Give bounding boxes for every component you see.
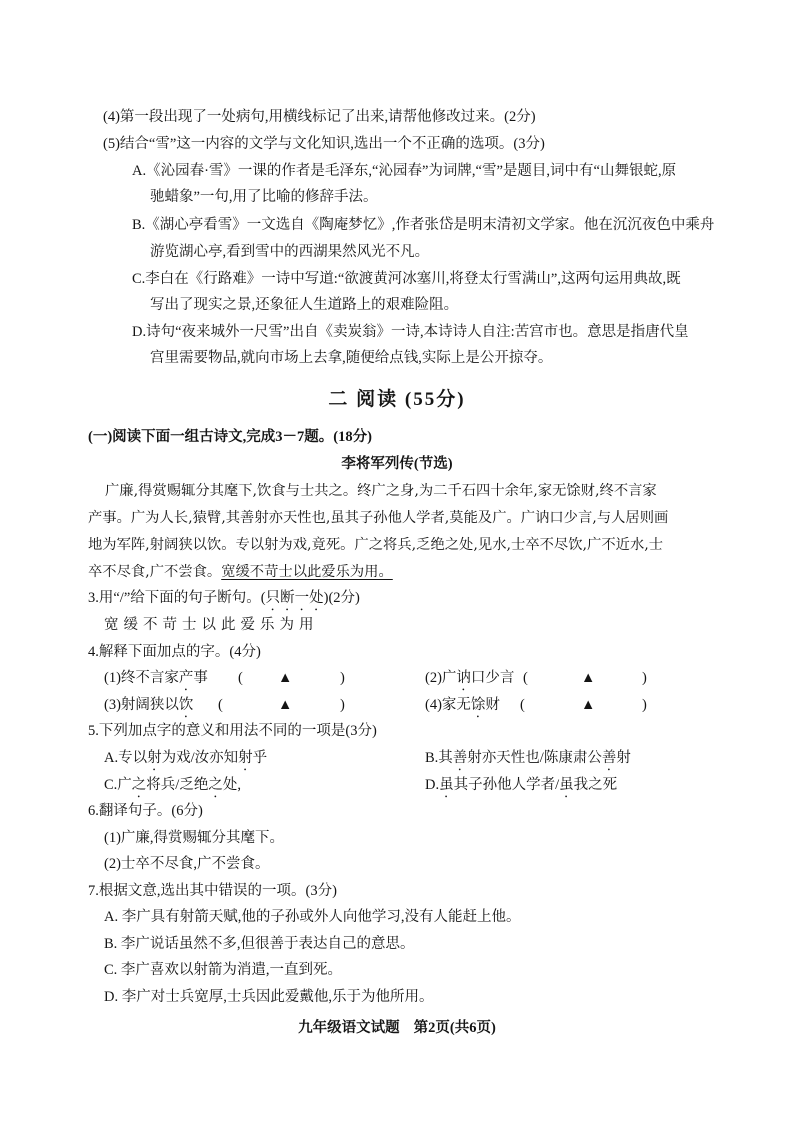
subquestion-5-option-b-line-2: 游览湖心亭,看到雪中的西湖果然风光不凡。 (150, 244, 430, 260)
option-b-dotted-1: 善 (452, 750, 468, 766)
option-a-dotted-2: 射 (238, 750, 253, 766)
option-a-part: 乎 (252, 750, 268, 766)
option-b-part: 射亦天性也/陈康肃公 (467, 750, 602, 766)
footer-page-number: 第2页(共6页) (413, 1020, 496, 1036)
question-4-item-1-blank-close: ) (340, 670, 345, 686)
subquestion-5-stem: (5)结合“雪”这一内容的文学与文化知识,选出一个不正确的选项。(3分) (103, 136, 545, 152)
question-4-item-4-text: (4)家无 (425, 697, 471, 713)
question-4-item-4-triangle-icon: ▲ (581, 697, 596, 713)
question-7-stem: 7.根据文意,选出其中错误的一项。(3分) (88, 883, 337, 899)
question-3-score: )(2分) (323, 590, 360, 606)
passage-line-4 (88, 562, 393, 582)
question-7-option-a: A. 李广具有射箭天赋,他的子孙或外人向他学习,没有人能赶上他。 (104, 909, 521, 925)
question-4-item-4-text-end: 财 (485, 697, 500, 713)
subquestion-5-option-b-line-1: B.《湖心亭看雪》一文选自《陶庵梦忆》,作者张岱是明末清初文学家。他在沉沉夜色中乘舟 (132, 217, 715, 233)
option-b-dotted-2: 善 (601, 750, 617, 766)
question-4-item-2-text-end: 口少言 (470, 670, 515, 686)
page-footer (0, 1018, 794, 1038)
question-4-item-2-triangle-icon: ▲ (581, 670, 596, 686)
question-3-emphasis: 只断一处 (265, 590, 324, 606)
question-6-item-1: (1)广廉,得赏赐辄分其麾下。 (104, 830, 285, 846)
option-c-dotted-1: 之 (131, 777, 147, 793)
question-4-item-1-triangle-icon: ▲ (278, 670, 293, 686)
option-c-part: 处, (222, 777, 241, 793)
passage-line-1: 广廉,得赏赐辄分其麾下,饮食与士共之。终广之身,为二千石四十余年,家无馀财,终不言家 (105, 483, 657, 499)
text-title: 李将军列传(节选) (341, 456, 453, 472)
question-3-stem (88, 588, 360, 614)
question-4-item-3 (104, 695, 193, 721)
question-3-sentence: 宽缓不苛士以此爱乐为用 (104, 617, 319, 633)
passage-line-2: 产事。广为人长,猿臂,其善射亦天性也,虽其子孙他人学者,莫能及广。广讷口少言,与人居则画 (88, 510, 669, 526)
passage-line-4-text: 卒不尽食,广不尝食。 (88, 564, 222, 580)
question-5-stem: 5.下列加点字的意义和用法不同的一项是(3分) (88, 723, 377, 739)
section-title: 二 阅读 (55分) (328, 389, 466, 410)
question-4-item-3-dotted: 饮 (178, 697, 194, 713)
option-d-part: D. (425, 777, 440, 793)
question-4-item-2-blank-open: ( (523, 670, 528, 686)
question-4-item-1-dotted: 产 (178, 670, 194, 686)
question-4-item-3-blank-close: ) (340, 697, 345, 713)
option-d-part: 我之死 (573, 777, 618, 793)
option-b-part: 射 (616, 750, 631, 766)
question-4-item-2 (425, 668, 514, 694)
option-c-part: 将兵/乏绝 (146, 777, 209, 793)
question-6-stem: 6.翻译句子。(6分) (88, 803, 203, 819)
reading-one-heading: (一)阅读下面一组古诗文,完成3－7题。(18分) (88, 429, 372, 445)
subquestion-5-option-a-line-1: A.《沁园春·雪》一课的作者是毛泽东,“沁园春”为词牌,“雪”是题目,词中有“山舞银蛇,原 (132, 163, 677, 179)
option-d-part: 其子孙他人学者/ (453, 777, 560, 793)
question-5-option-c (104, 775, 241, 801)
subquestion-5-option-d-line-2: 宫里需要物品,就向市场上去拿,随便给点钱,实际上是公开掠夺。 (150, 350, 553, 366)
option-c-dotted-2: 之 (208, 777, 223, 793)
question-7-option-b: B. 李广说话虽然不多,但很善于表达自己的意思。 (104, 936, 415, 952)
option-d-dotted-2: 虽 (559, 777, 574, 793)
question-5-option-d (425, 775, 617, 801)
subquestion-4: (4)第一段出现了一处病句,用横线标记了出来,请帮他修改过来。(2分) (103, 109, 536, 125)
subquestion-5-option-d-line-1: D.诗句“夜来城外一尺雪”出自《卖炭翁》一诗,本诗诗人自注:苦宫市也。意思是指唐代皇 (132, 324, 689, 340)
footer-paper-name: 九年级语文试题 (298, 1020, 400, 1036)
option-a-part: A.专以 (104, 750, 148, 766)
subquestion-5-option-c-line-2: 写出了现实之景,还象征人生道路上的艰难险阻。 (150, 297, 459, 313)
question-7-option-d: D. 李广对士兵宽厚,士兵因此爱戴他,乐于为他所用。 (104, 989, 434, 1005)
question-4-item-1 (104, 668, 208, 694)
option-a-dotted-1: 射 (147, 750, 162, 766)
question-4-item-1-blank-open: ( (238, 670, 243, 686)
question-5-option-a (104, 748, 267, 774)
option-d-dotted-1: 虽 (439, 777, 454, 793)
question-4-item-3-triangle-icon: ▲ (278, 697, 293, 713)
subquestion-5-option-a-line-2: 驰蜡象”一句,用了比喻的修辞手法。 (150, 189, 378, 205)
question-7-option-c: C. 李广喜欢以射箭为消遣,一直到死。 (104, 962, 343, 978)
question-4-item-3-text: (3)射阔狭以 (104, 697, 179, 713)
question-4-item-4-dotted: 馀 (470, 697, 486, 713)
question-4-item-3-blank-open: ( (218, 697, 223, 713)
question-4-item-2-dotted: 讷 (456, 670, 471, 686)
question-3-stem-text: 3.用“/”给下面的句子断句。( (88, 590, 266, 606)
question-5-option-b (425, 748, 631, 774)
question-4-item-2-text: (2)广 (425, 670, 457, 686)
question-4-item-1-text: (1)终不言家 (104, 670, 179, 686)
question-6-item-2: (2)士卒不尽食,广不尝食。 (104, 856, 270, 872)
subquestion-5-option-c-line-1: C.李白在《行路难》一诗中写道:“欲渡黄河冰塞川,将登太行雪满山”,这两句运用典故,既 (132, 271, 681, 287)
question-4-item-4-blank-close: ) (642, 697, 647, 713)
passage-underlined-sentence: 宽缓不苛士以此爱乐为用。 (221, 564, 393, 580)
question-4-item-2-blank-close: ) (642, 670, 647, 686)
question-4-item-1-text-end: 事 (193, 670, 208, 686)
question-4-stem: 4.解释下面加点的字。(4分) (88, 644, 261, 660)
option-c-part: C.广 (104, 777, 132, 793)
option-b-part: B.其 (425, 750, 453, 766)
question-4-item-4-blank-open: ( (520, 697, 525, 713)
question-4-item-4 (425, 695, 500, 721)
option-a-part: 为戏/汝亦知 (161, 750, 239, 766)
passage-line-3: 地为军阵,射阔狭以饮。专以射为戏,竟死。广之将兵,乏绝之处,见水,士卒不尽饮,广不近水,士 (88, 537, 664, 553)
